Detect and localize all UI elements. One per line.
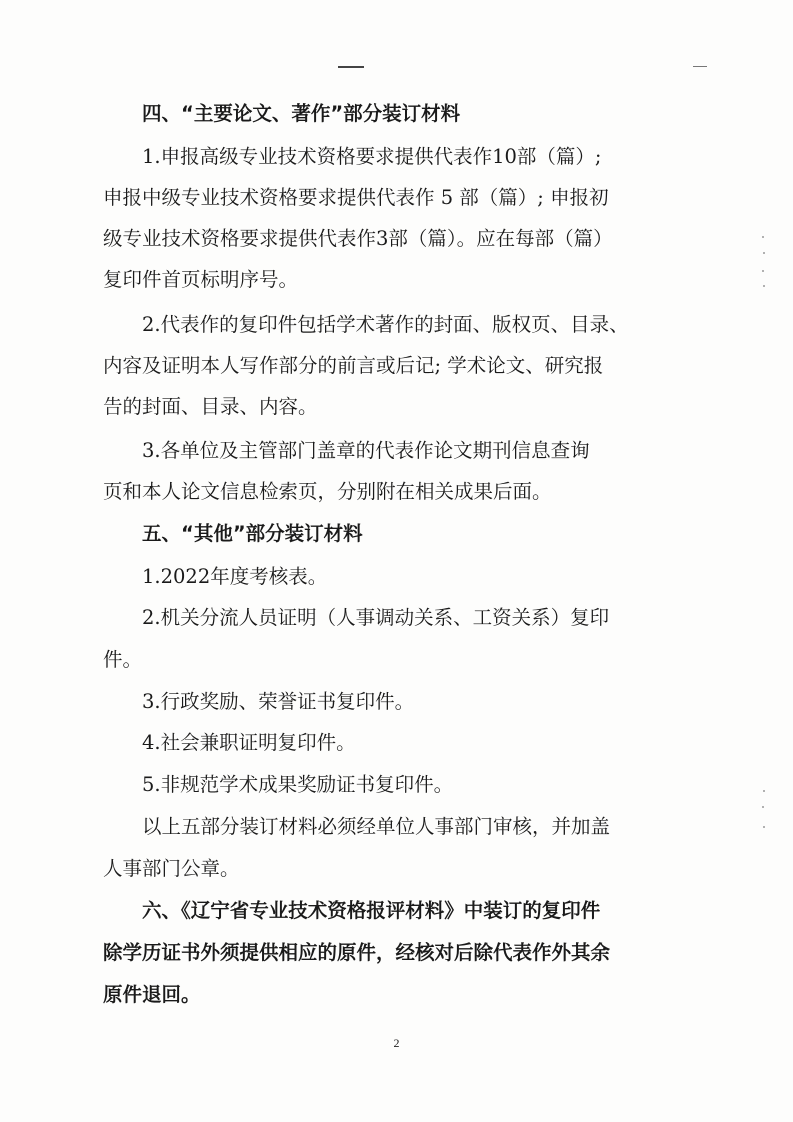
margin-speck [763,252,765,254]
paragraph-line: 页和本人论文信息检索页，分别附在相关成果后面。 [103,480,552,503]
paragraph-line: 2.机关分流人员证明（人事调动关系、工资关系）复印 [142,606,610,629]
paragraph-line: 级专业技术资格要求提供代表作3部（篇）。应在每部（篇） [103,227,613,250]
page-number: 2 [393,1036,400,1050]
paragraph-line: 以上五部分装订材料必须经单位人事部门审核，并加盖 [142,815,611,838]
section-heading: 四、“主要论文、著作”部分装订材料 [142,102,461,125]
paragraph-line: 1.申报高级专业技术资格要求提供代表作10部（篇）; [142,145,602,168]
paragraph-line: 除学历证书外须提供相应的原件，经核对后除代表作外其余 [103,941,611,964]
paragraph-line: 4.社会兼职证明复印件。 [142,731,356,754]
paragraph-line: 5.非规范学术成果奖励证书复印件。 [142,773,454,796]
paragraph-line: 告的封面、目录、内容。 [103,395,318,418]
section-heading: 五、“其他”部分装订材料 [142,522,363,545]
paragraph-line: 复印件首页标明序号。 [103,268,299,291]
top-right-scan-mark [693,66,707,67]
paragraph-line: 人事部门公章。 [103,857,240,880]
paragraph-line: 原件退回。 [103,983,201,1006]
paragraph-line: 申报中级专业技术资格要求提供代表作 5 部（篇）; 申报初 [103,186,609,209]
paragraph-line: 3.行政奖励、荣誉证书复印件。 [142,690,415,713]
paragraph-line: 2.代表作的复印件包括学术著作的封面、版权页、目录、 [142,313,629,336]
margin-speck [762,806,764,808]
section-heading: 六、《辽宁省专业技术资格报评材料》中装订的复印件 [142,899,601,922]
top-scan-mark [338,66,364,68]
paragraph-line: 内容及证明本人写作部分的前言或后记; 学术论文、研究报 [103,354,604,377]
paragraph-line: 1.2022年度考核表。 [142,565,328,588]
paragraph-line: 3.各单位及主管部门盖章的代表作论文期刊信息查询 [142,439,590,462]
paragraph-line: 件。 [103,648,143,671]
